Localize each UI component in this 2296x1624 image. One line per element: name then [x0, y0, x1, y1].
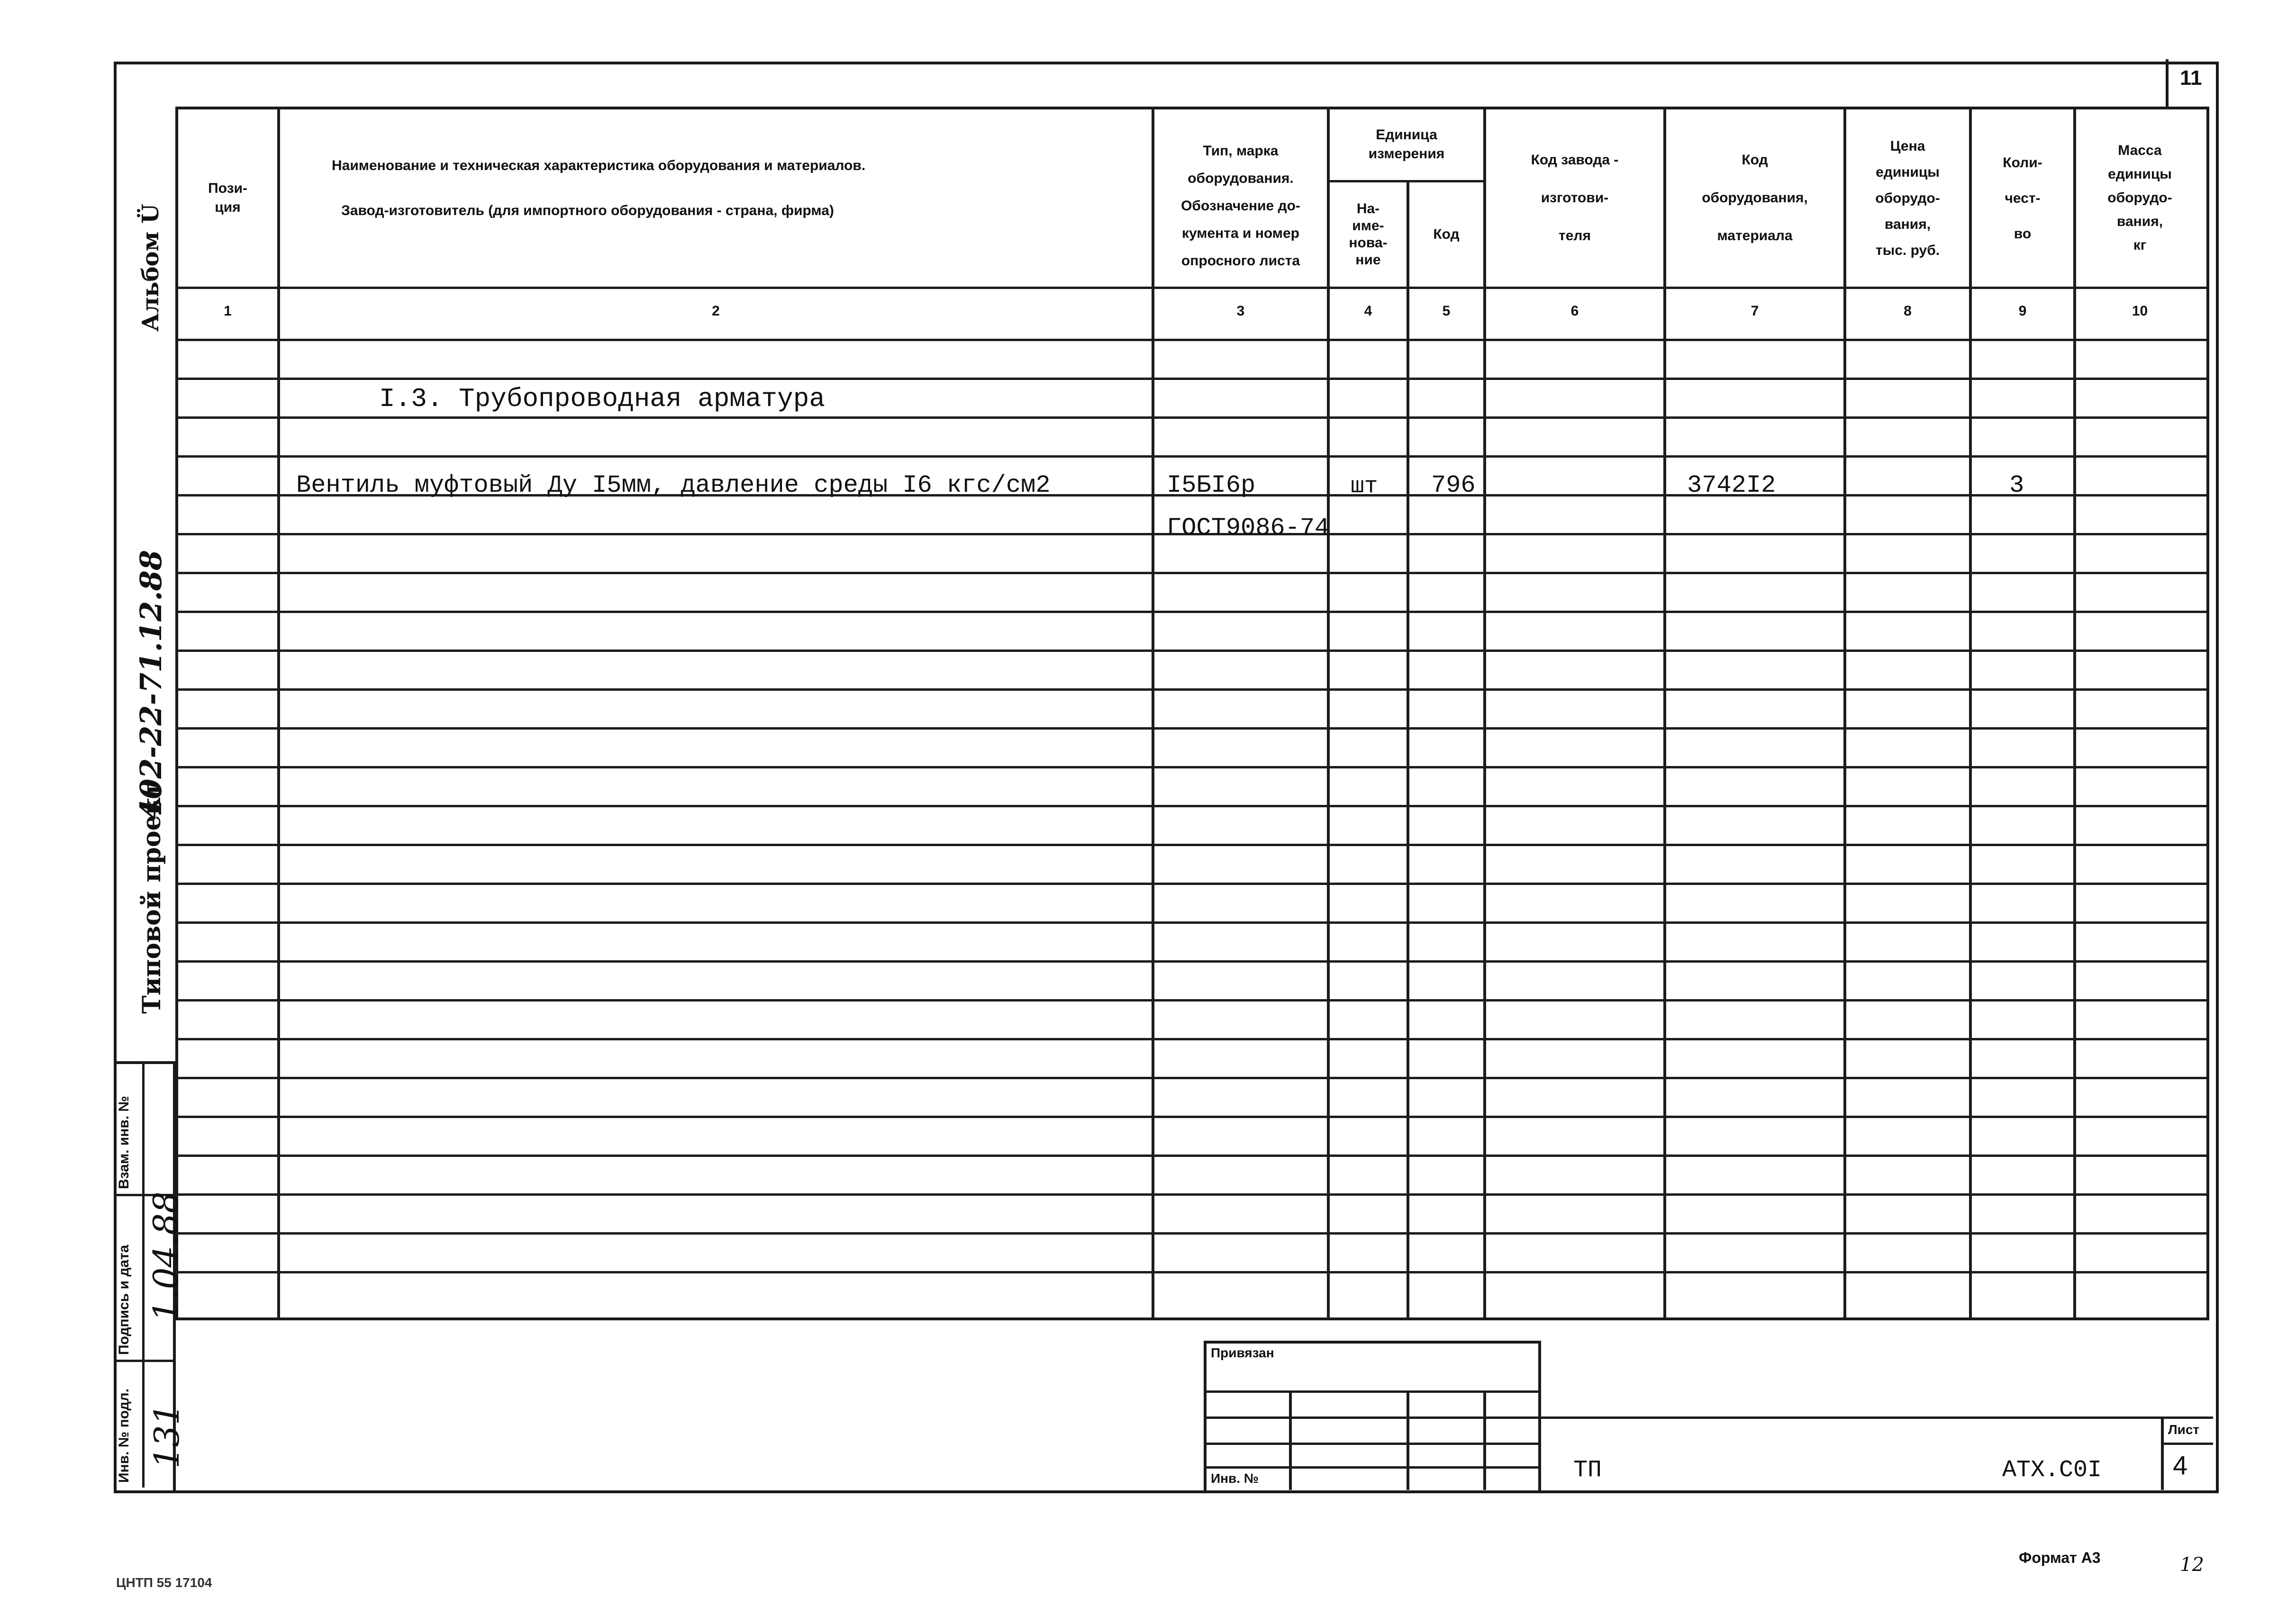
col-sep-1 — [277, 107, 280, 1317]
body-row-line — [175, 844, 2206, 846]
inv-number: 131 — [147, 1403, 187, 1469]
vzam-inv-label: Взам. инв. № — [116, 1096, 132, 1189]
section-title: I.3. Трубопроводная арматура — [379, 384, 825, 414]
colnum-5: 5 — [1442, 303, 1451, 319]
col-sep-5 — [1483, 107, 1486, 1317]
body-row-line — [175, 921, 2206, 924]
header-quantity: Коли- чест- во — [2003, 154, 2042, 242]
header-type: Тип, марка оборудования. Обозначение до- кумента и номер опросного листа — [1181, 143, 1300, 269]
body-row-line — [175, 999, 2206, 1001]
body-row-line — [175, 650, 2206, 652]
privyazan-sep3 — [1204, 1443, 1538, 1445]
header-mass: Масса единицы оборудо- вания, кг — [2107, 143, 2172, 253]
header-bottom-line — [175, 287, 2206, 289]
podpis-data-label: Подпись и дата — [116, 1245, 132, 1355]
privyazan-vsep2 — [1407, 1390, 1409, 1490]
row1-unit: шт — [1351, 474, 1378, 499]
body-row-line — [175, 378, 2206, 380]
row2-type: ГОСТ9086-74 — [1167, 514, 1330, 542]
row1-name: Вентиль муфтовый Ду I5мм, давление среды I6 кгс/см2 — [296, 471, 1051, 499]
colnum-6: 6 — [1570, 303, 1579, 319]
colnum-10: 10 — [2132, 303, 2148, 319]
body-row-line — [175, 766, 2206, 768]
privyazan-sep1 — [1204, 1390, 1538, 1393]
header-price: Цена единицы оборудо- вания, тыс. руб. — [1875, 138, 1940, 258]
body-row-line — [175, 455, 2206, 458]
header-unit-code: Код — [1433, 226, 1460, 242]
format-label: Формат А3 — [2019, 1549, 2101, 1566]
colnum-2: 2 — [712, 303, 720, 319]
sheet-box-sep — [2161, 1443, 2213, 1445]
body-row-line — [175, 1155, 2206, 1157]
row1-quantity: 3 — [2009, 471, 2024, 499]
colnum-8: 8 — [1904, 303, 1912, 319]
body-row-line — [175, 1271, 2206, 1273]
body-row-line — [175, 960, 2206, 963]
body-row-line — [175, 883, 2206, 885]
colnum-row-bottom-line — [175, 339, 2206, 341]
header-name-line2: Завод-изготовитель (для импортного оборудования - страна, фирма) — [341, 203, 834, 218]
body-row-line — [175, 1232, 2206, 1235]
inv-podl-label: Инв. № подл. — [116, 1388, 132, 1483]
sheet-label: Лист — [2168, 1422, 2200, 1437]
header-position: Пози- ция — [208, 180, 247, 215]
colnum-4: 4 — [1364, 303, 1372, 319]
privyazan-vsep3 — [1483, 1390, 1486, 1490]
colnum-3: 3 — [1236, 303, 1245, 319]
corner-number: 11 — [2180, 66, 2202, 90]
left-stamp-divider — [142, 1061, 145, 1488]
privyazan-label: Привязан — [1211, 1345, 1274, 1360]
header-unit-group: Единица измерения — [1368, 127, 1445, 162]
sheet-number: 4 — [2173, 1450, 2188, 1480]
doc-code: АТХ.С0I — [2002, 1457, 2102, 1484]
body-row-line — [175, 1116, 2206, 1118]
tp-label: ТП — [1573, 1457, 1602, 1484]
col-sep-6 — [1663, 107, 1666, 1317]
col-sep-8 — [1969, 107, 1972, 1317]
body-row-line — [175, 805, 2206, 807]
privyazan-sep2 — [1204, 1416, 1538, 1419]
header-unit-name: На- име- нова- ние — [1349, 201, 1388, 268]
header-equipment-code: Код оборудования, материала — [1702, 152, 1808, 244]
body-row-line — [175, 416, 2206, 419]
colnum-9: 9 — [2018, 303, 2027, 319]
col-sep-3 — [1327, 107, 1330, 1317]
col-sep-7 — [1843, 107, 1846, 1317]
body-row-line — [175, 1193, 2206, 1196]
body-row-line — [175, 688, 2206, 691]
page-number: 12 — [2180, 1554, 2204, 1576]
body-row-line — [175, 1038, 2206, 1040]
body-row-line — [175, 727, 2206, 730]
body-row-line — [175, 1077, 2206, 1079]
print-code: ЦНТП 55 17104 — [116, 1575, 212, 1590]
col-sep-9 — [2073, 107, 2076, 1317]
row1-unit-code: 796 — [1431, 471, 1476, 499]
body-row-line — [175, 572, 2206, 574]
project-label: Типовой проект — [137, 782, 166, 1014]
album-label: Альбом Ü — [137, 204, 164, 332]
title-block-top — [1535, 1416, 2213, 1419]
signature-date: 1.04.88 — [146, 1191, 186, 1322]
header-name-line1: Наименование и техническая характеристика оборудования и материалов. — [332, 158, 866, 173]
body-row-line — [175, 611, 2206, 613]
inv-no-label: Инв. № — [1211, 1471, 1259, 1486]
row1-material-code: 3742I2 — [1687, 471, 1776, 499]
col-sep-4 — [1407, 180, 1409, 1317]
row1-type: I5БI6р — [1167, 471, 1256, 499]
header-factory-code: Код завода - изготови- теля — [1531, 152, 1619, 244]
col-sep-2 — [1152, 107, 1154, 1317]
project-number: 402-22-71.12.88 — [134, 550, 168, 820]
colnum-7: 7 — [1751, 303, 1759, 319]
privyazan-vsep1 — [1289, 1390, 1292, 1490]
privyazan-sep4 — [1204, 1466, 1538, 1469]
colnum-1: 1 — [224, 303, 232, 319]
left-stamp-sep2 — [114, 1360, 175, 1362]
